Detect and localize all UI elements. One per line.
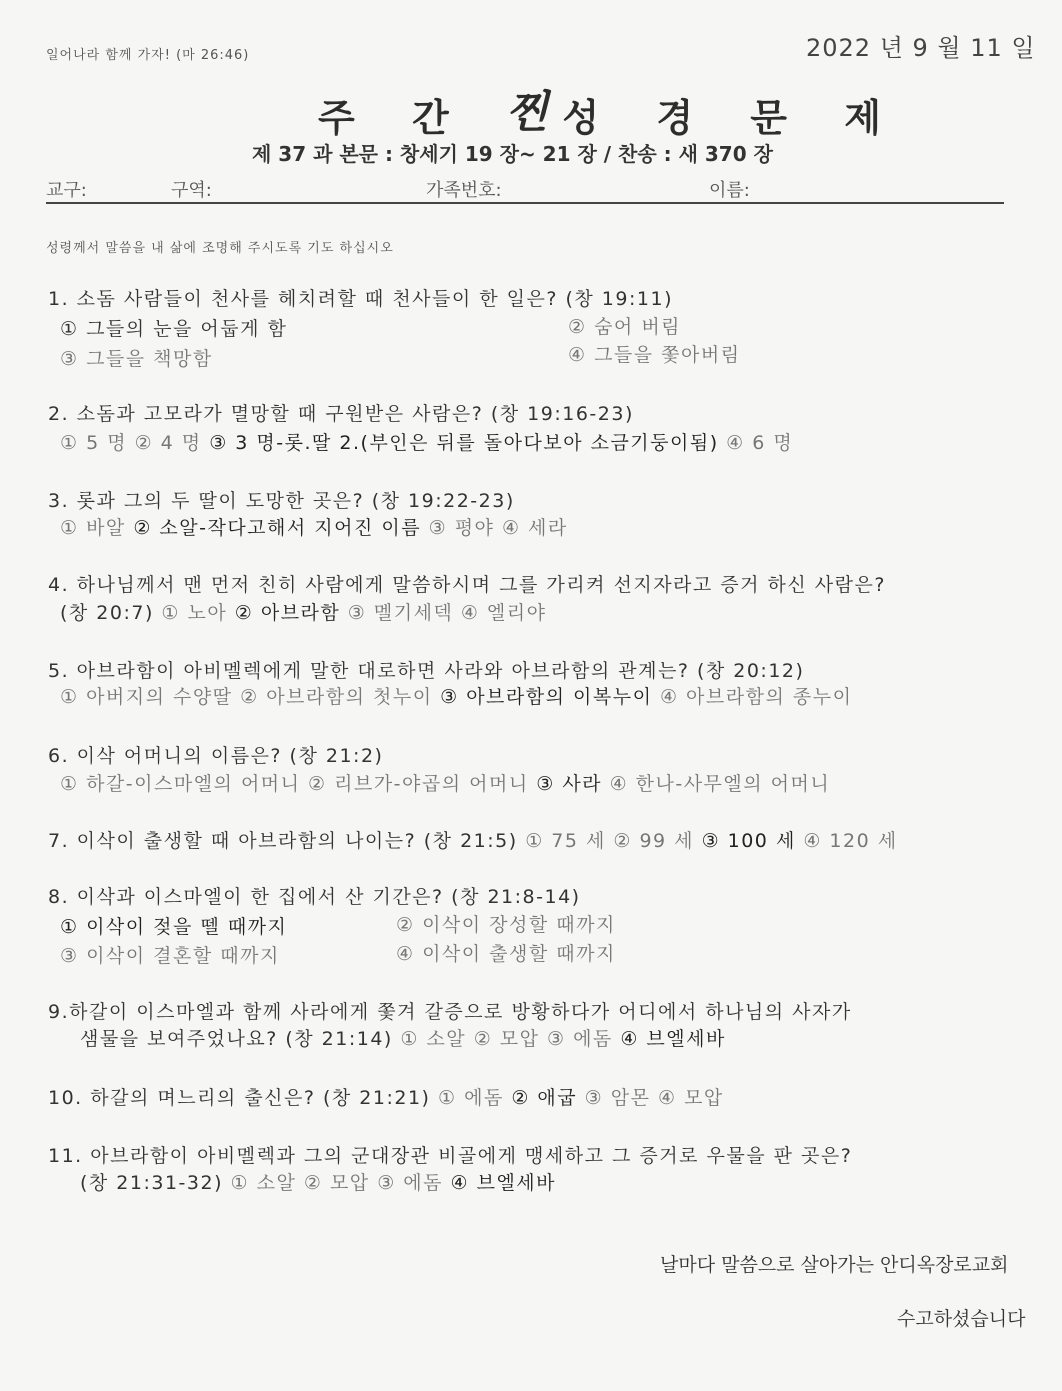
- q5-options: [60, 682, 852, 709]
- q10-options-after: ③ 암몬 ④ 모압: [577, 1087, 724, 1109]
- q11-reference: (창 21:31-32): [80, 1172, 224, 1194]
- page-title: [318, 80, 903, 144]
- q9-options: [80, 1024, 726, 1051]
- q4-options-before: ① 노아: [153, 602, 235, 624]
- title-mark: 찐: [505, 87, 549, 138]
- question-4: 4. 하나님께서 맨 먼저 친히 사람에게 말씀하시며 그를 가리켜 선지자라고 증거 하신 사람은?: [48, 574, 886, 596]
- district-label: 교구:: [46, 180, 87, 201]
- question-8: 8. 이삭과 이스마엘이 한 집에서 산 기간은? (창 21:8-14): [48, 886, 581, 908]
- q10-answer: ② 애굽: [511, 1087, 578, 1109]
- question-3: 3. 롯과 그의 두 딸이 도망한 곳은? (창 19:22-23): [48, 490, 515, 512]
- q4-answer: ② 아브라함: [234, 602, 341, 624]
- q3-answer: ② 소알-작다고해서 지어진 이름: [133, 517, 422, 539]
- q8-option-2: ② 이삭이 장성할 때까지: [396, 914, 616, 936]
- q4-reference: (창 20:7): [60, 602, 154, 624]
- question-2: 2. 소돔과 고모라가 멸망할 때 구원받은 사람은? (창 19:16-23): [48, 403, 634, 425]
- q3-options-after: ③ 평야 ④ 세라: [421, 517, 568, 539]
- question-7: 7. 이삭이 출생할 때 아브라함의 나이는? (창 21:5): [48, 830, 518, 852]
- q7-options-before: ① 75 세 ② 99 세: [517, 830, 702, 852]
- q1-option-3: ③ 그들을 책망함: [60, 348, 213, 370]
- q1-option-4: ④ 그들을 쫓아버림: [568, 344, 741, 366]
- q4-options-after: ③ 멜기세덱 ④ 엘리야: [340, 602, 547, 624]
- q5-answer: ③ 아브라함의 이복누이: [440, 686, 653, 708]
- q1-option-2: ② 숨어 버림: [568, 316, 682, 338]
- q9-answer: ④ 브엘세바: [620, 1028, 726, 1050]
- question-9: 9.하갈이 이스마엘과 함께 사라에게 쫓겨 갈증으로 방황하다가 어디에서 하나님의 사자가: [48, 1001, 852, 1023]
- question-5: 5. 아브라함이 아비멜렉에게 말한 대로하면 사라와 아브라함의 관계는? (창 20:12): [48, 660, 805, 682]
- title-right: 성 경 문 제: [562, 96, 903, 140]
- q6-options-after: ④ 한나-사무엘의 어머니: [602, 773, 831, 795]
- family-number-label: 가족번호:: [426, 180, 502, 201]
- header-verse: 일어나라 함께 가자! (마 26:46): [46, 48, 250, 63]
- date: 2022 년 9 월 11 일: [806, 34, 1036, 62]
- q6-answer: ③ 사라: [536, 773, 603, 795]
- q1-option-1: ① 그들의 눈을 어둡게 함: [60, 318, 288, 340]
- question-9-continued: 샘물을 보여주었나요? (창 21:14): [80, 1028, 393, 1050]
- q4-options: [60, 598, 546, 625]
- question-7-row: [48, 826, 898, 853]
- prayer-note: 성령께서 말씀을 내 삶에 조명해 주시도록 기도 하십시오: [46, 241, 394, 256]
- q2-answer: ③ 3 명-롯.딸 2.(부인은 뒤를 돌아다보아 소금기둥이됨): [209, 432, 719, 454]
- q2-options-before: ① 5 명 ② 4 명: [60, 432, 210, 454]
- q7-answer: ③ 100 세: [701, 830, 796, 852]
- closing-note: 수고하셨습니다: [897, 1308, 1026, 1330]
- q7-options-after: ④ 120 세: [795, 830, 898, 852]
- q8-option-4: ④ 이삭이 출생할 때까지: [396, 943, 616, 965]
- q10-options-before: ① 에돔: [430, 1087, 512, 1109]
- q5-options-before: ① 아버지의 수양딸 ② 아브라함의 첫누이: [60, 686, 441, 708]
- question-6: 6. 이삭 어머니의 이름은? (창 21:2): [48, 745, 384, 767]
- q11-answer: ④ 브엘세바: [450, 1172, 557, 1194]
- name-label: 이름:: [709, 180, 750, 201]
- church-motto: 날마다 말씀으로 살아가는 안디옥장로교회: [660, 1254, 1009, 1276]
- zone-label: 구역:: [171, 180, 212, 201]
- q6-options: [60, 769, 830, 796]
- q9-options-before: ① 소알 ② 모압 ③ 에돔: [392, 1028, 621, 1050]
- question-10-row: [48, 1083, 724, 1110]
- q8-option-1: ① 이삭이 젖을 뗄 때까지: [60, 916, 288, 938]
- q2-options-after: ④ 6 명: [718, 432, 794, 454]
- q2-options: [60, 428, 793, 455]
- student-info-row: [46, 176, 1004, 204]
- question-10: 10. 하갈의 며느리의 출신은? (창 21:21): [48, 1087, 431, 1109]
- q3-options-before: ① 바알: [60, 517, 134, 539]
- title-left: 주 간: [318, 96, 471, 140]
- question-1: 1. 소돔 사람들이 천사를 헤치려할 때 천사들이 한 일은? (창 19:11): [48, 288, 673, 310]
- q6-options-before: ① 하갈-이스마엘의 어머니 ② 리브가-야곱의 어머니: [60, 773, 537, 795]
- q3-options: [60, 513, 568, 540]
- q11-options: [80, 1168, 556, 1195]
- q8-option-3: ③ 이삭이 결혼할 때까지: [60, 945, 280, 967]
- question-11: 11. 아브라함이 아비멜렉과 그의 군대장관 비골에게 맹세하고 그 증거로 우물을 판 곳은?: [48, 1145, 853, 1167]
- lesson-subtitle: 제 37 과 본문 : 창세기 19 장~ 21 장 / 찬송 : 새 370 장: [252, 142, 773, 166]
- q5-options-after: ④ 아브라함의 종누이: [652, 686, 853, 708]
- q11-options-before: ① 소알 ② 모압 ③ 에돔: [223, 1172, 451, 1194]
